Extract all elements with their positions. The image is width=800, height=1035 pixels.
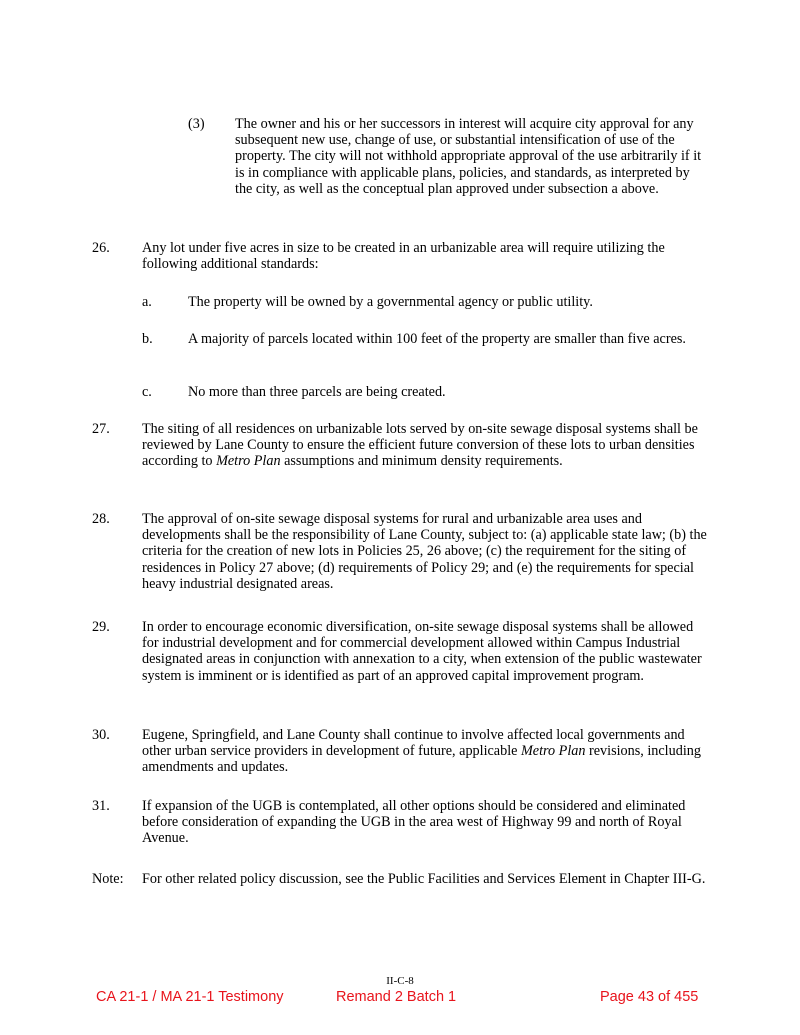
policy-text-part: revisions, including amendments and updates. [142,743,701,776]
policy-text: The approval of on-site sewage disposal systems for rural and urbanizable area uses and developments shall be the responsibility of Lane County, subject to: (a) applicable state law; (b) the criteria for the creation of new lots in Policies 25, 26 above; (c) the requirement for the siting of residences in Policy 27 above; (d) requirements of Policy 29; and (e) the requirements for special heavy industrial designated areas. [142,511,707,592]
note-text: For other related policy discussion, see the Public Facilities and Services Element in Chapter III-G. [142,871,706,887]
policy-text [142,727,712,776]
policy-text-part: The siting of all residences on urbanizable lots served by on-site sewage disposal systems shall be reviewed by Lane County to ensure the efficient future conversion of these lots to urban densities according to [142,421,698,470]
note-label: Note: [92,871,124,887]
page-number: II-C-8 [386,975,414,987]
policy-number: 27. [92,421,110,437]
item-letter: a. [142,294,152,310]
item-text: No more than three parcels are being created. [188,384,446,400]
policy-text-part: Eugene, Springfield, and Lane County shall continue to involve affected local governments and other urban service providers in development of future, applicable [142,727,685,760]
policy-text: Any lot under five acres in size to be created in an urbanizable area will require utilizing the following additional standards: [142,240,665,273]
metro-plan-italic: Metro Plan [520,743,586,760]
item-text: A majority of parcels located within 100 feet of the property are smaller than five acres. [188,331,686,347]
policy-number: 26. [92,240,110,256]
sub-item-text: The owner and his or her successors in interest will acquire city approval for any subsequent new use, change of use, or substantial intensification of use of the property. The city will not withhold appropriate approval of the use arbitrarily if it is in compliance with applicable plans, policies, and standards, as interpreted by the city, as well as the conceptual plan approved under subsection a above. [235,116,702,197]
footer-left: CA 21-1 / MA 21-1 Testimony [96,989,284,1005]
policy-text-part: assumptions and minimum density requirements. [280,453,563,470]
policy-text: In order to encourage economic diversification, on-site sewage disposal systems shall be allowed for industrial development and for commercial development allowed within Campus Industrial designated areas in conjunction with annexation to a city, when extension of the public wastewater system is imminent or is identified as part of an approved capital improvement program. [142,619,702,684]
footer-center: Remand 2 Batch 1 [336,989,457,1005]
policy-text: If expansion of the UGB is contemplated, all other options should be considered and eliminated before consideration of expanding the UGB in the area west of Highway 99 and north of Royal Avenue. [142,798,686,847]
sub-item-number: (3) [188,116,205,132]
item-letter: b. [142,331,153,347]
policy-number: 29. [92,619,110,635]
policy-number: 28. [92,511,110,527]
policy-text [142,421,712,470]
item-letter: c. [142,384,152,400]
metro-plan-italic: Metro Plan [216,453,281,470]
item-text: The property will be owned by a governmental agency or public utility. [188,294,593,310]
policy-number: 31. [92,798,110,814]
policy-number: 30. [92,727,110,743]
footer-right: Page 43 of 455 [600,989,699,1005]
